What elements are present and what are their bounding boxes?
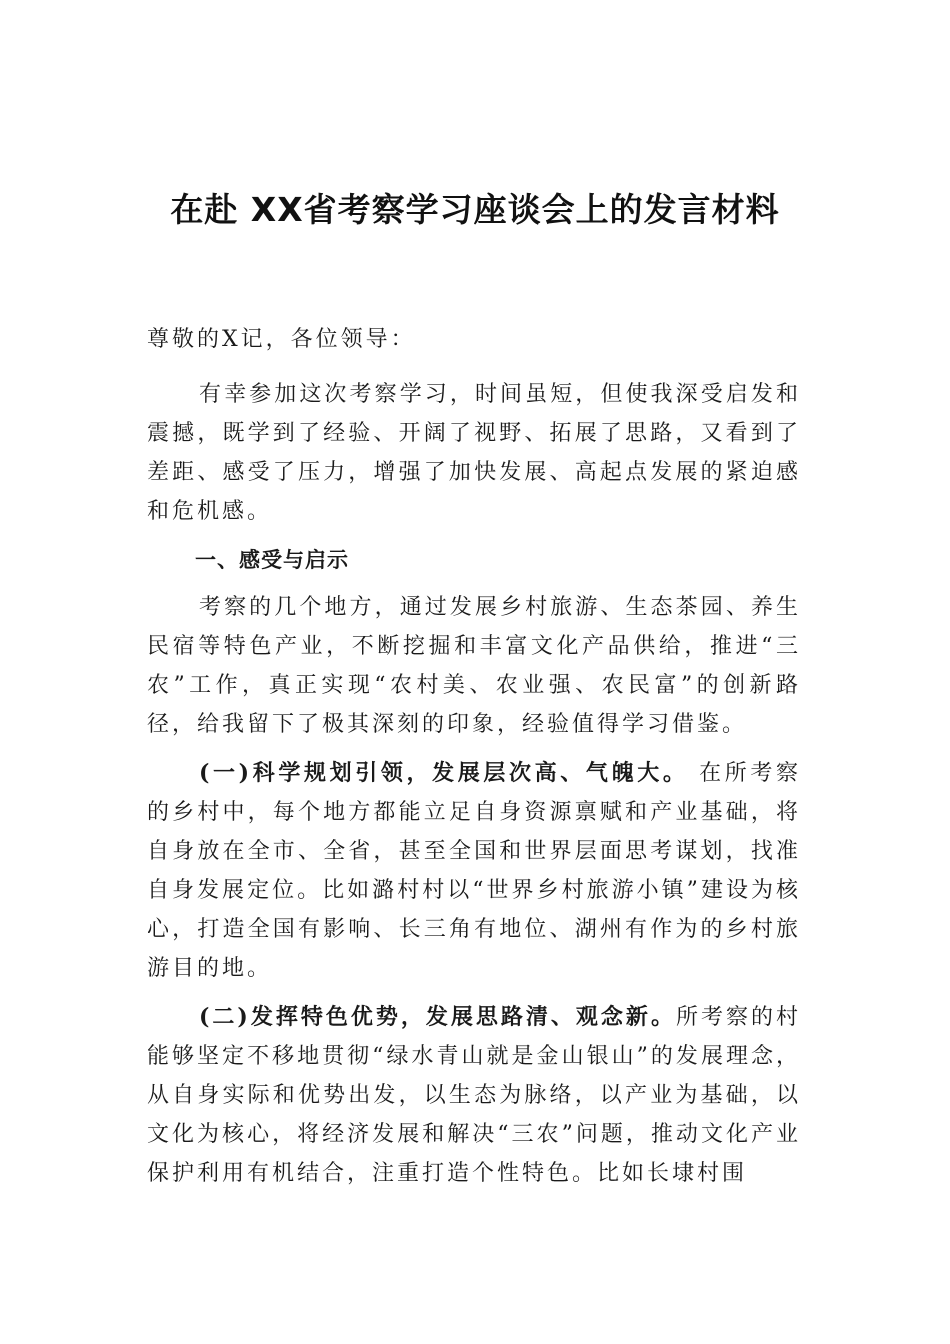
subsection-1-paragraph — [147, 754, 801, 988]
subsection-1-heading: (一)科学规划引领，发展层次高、气魄大。 — [199, 760, 689, 786]
document-title: 在赴 XX省考察学习座谈会上的发言材料 — [170, 190, 780, 229]
subsection-2-text: 所考察的村能够坚定不移地贯彻“绿水青山就是金山银山”的发展理念，从自身实际和优势出发，以生态为脉络，以产业为基础，以文化为核心，将经济发展和解决“三农”问题，推动文化产业保护利用有机结合，注重打造个性特色。比如长埭村围 — [147, 1005, 801, 1186]
section1-paragraph: 考察的几个地方，通过发展乡村旅游、生态茶园、养生民宿等特色产业，不断挖掘和丰富文化产品供给，推进“三农”工作，真正实现“农村美、农业强、农民富”的创新路径，给我留下了极其深刻的印象，经验值得学习借鉴。 — [147, 595, 801, 737]
section-heading-1: 一、感受与启示 — [195, 548, 349, 572]
subsection-1-text: 在所考察的乡村中，每个地方都能立足自身资源禀赋和产业基础，将自身放在全市、全省，甚至全国和世界层面思考谋划，找准自身发展定位。比如潞村村以“世界乡村旅游小镇”建设为核心，打造全国有影响、长三角有地位、湖州有作为的乡村旅游目的地。 — [147, 761, 801, 981]
subsection-2-paragraph — [147, 998, 801, 1193]
document-body — [147, 320, 801, 1193]
intro-paragraph: 有幸参加这次考察学习，时间虽短，但使我深受启发和震撼，既学到了经验、开阔了视野、拓展了思路，又看到了差距、感受了压力，增强了加快发展、高起点发展的紧迫感和危机感。 — [147, 382, 801, 524]
subsection-2-heading: (二)发挥特色优势，发展思路清、观念新。 — [199, 1004, 676, 1030]
salutation: 尊敬的X记，各位领导： — [147, 327, 416, 352]
